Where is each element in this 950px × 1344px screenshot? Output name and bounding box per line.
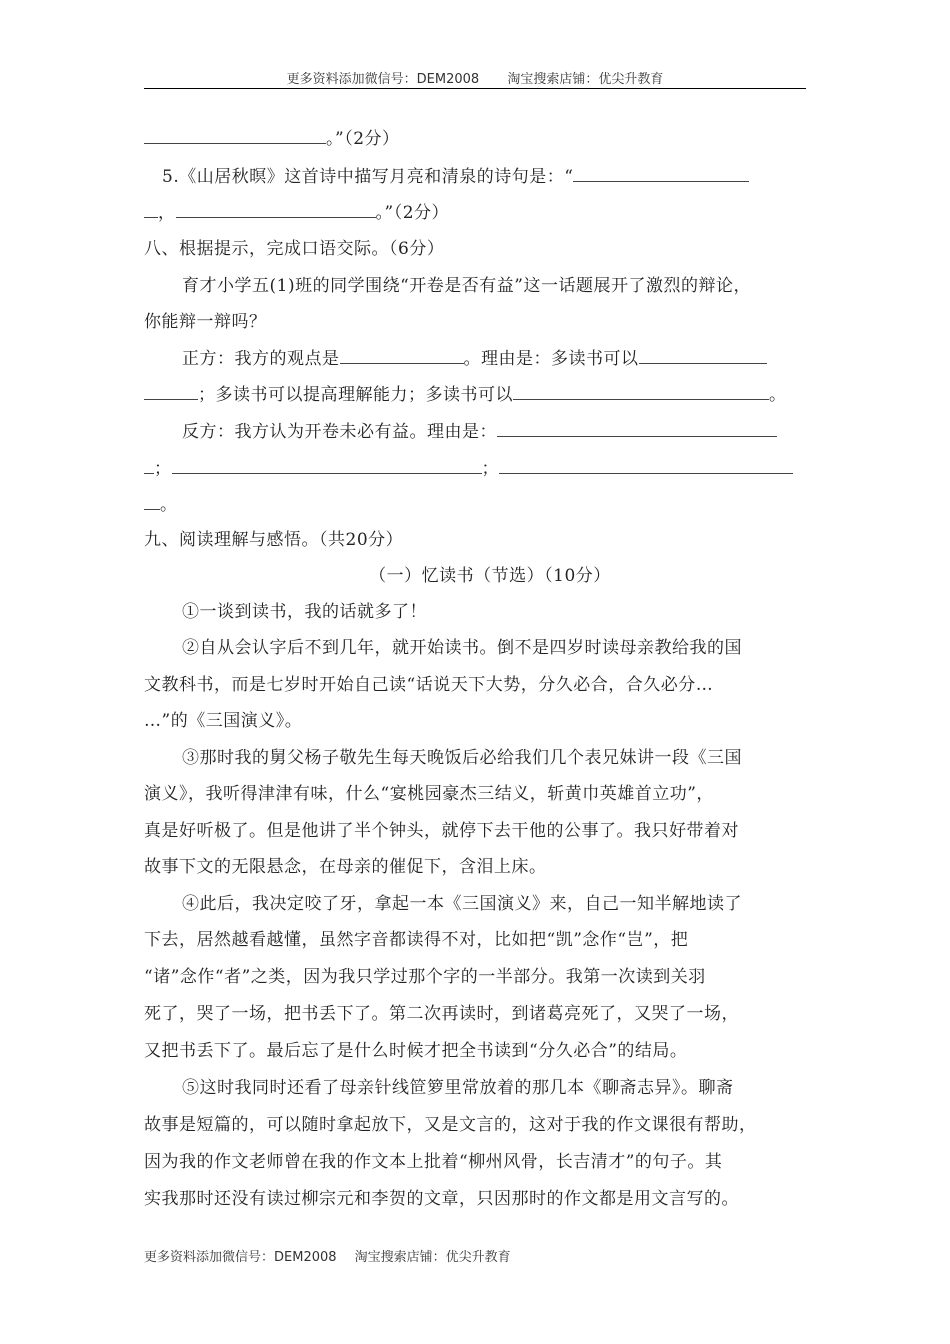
reading-title: （一）忆读书（节选）（10分） [369, 566, 611, 586]
paragraph-5-line: 实我那时还没有读过柳宗元和李贺的文章，只因那时的作文都是用文言写的。 [144, 1189, 739, 1209]
answer-blank[interactable] [172, 456, 482, 474]
answer-blank[interactable] [573, 164, 749, 182]
paragraph-5-line: 因为我的作文老师曾在我的作文本上批着“柳州风骨，长吉清才”的句子。其 [144, 1152, 723, 1172]
paragraph-4-line: 下去，居然越看越懂，虽然字音都读得不对，比如把“凯”念作“岂”，把 [144, 930, 689, 950]
pro-side-line-1: 正方：我方的观点是 。理由是：多读书可以 [182, 346, 844, 371]
question-5: 5.《山居秋暝》这首诗中描写月亮和清泉的诗句是：“ [162, 164, 824, 189]
paragraph-1: ①一谈到读书，我的话就多了！ [182, 602, 427, 622]
answer-blank[interactable] [144, 382, 198, 400]
paragraph-3-line: 故事下文的无限悬念，在母亲的催促下，含泪上床。 [144, 857, 547, 877]
answer-blank[interactable] [497, 419, 777, 437]
question-5-answer-line: ， 。”（2分） [144, 200, 806, 225]
answer-blank[interactable] [513, 382, 769, 400]
footer-wechat: 更多资料添加微信号：DEM2008 [144, 1250, 337, 1265]
paragraph-4-line: “诸”念作“者”之类，因为我只学过那个字的一半部分。我第一次读到关羽 [144, 967, 706, 987]
paragraph-3: ③那时我的舅父杨子敬先生每天晚饭后必给我们几个表兄妹讲一段《三国 [182, 748, 742, 768]
page-footer [144, 1246, 525, 1265]
answer-blank[interactable] [176, 200, 376, 218]
paragraph-3-line: 真是好听极了。但是他讲了半个钟头，就停下去干他的公事了。我只好带着对 [144, 821, 739, 841]
paragraph-4-line: 死了，哭了一场，把书丢下了。第二次再读时，到诸葛亮死了，又哭了一场， [144, 1004, 739, 1024]
answer-blank[interactable] [499, 456, 793, 474]
section-9-title: 九、阅读理解与感悟。（共20分） [144, 530, 404, 550]
section-8-intro: 育才小学五(1)班的同学围绕“开卷是否有益”这一话题展开了激烈的辩论， [182, 276, 751, 296]
con-side-line-2: ； ； [144, 456, 806, 481]
paragraph-4-line: 又把书丢下了。最后忘了是什么时候才把全书读到“分久必合”的结局。 [144, 1041, 688, 1061]
footer-shop: 淘宝搜索店铺：优尖升教育 [354, 1250, 511, 1265]
answer-blank[interactable] [639, 346, 767, 364]
section-8-intro-cont: 你能辩一辩吗？ [144, 312, 267, 332]
answer-blank[interactable] [144, 200, 158, 218]
header-shop: 淘宝搜索店铺：优尖升教育 [507, 72, 664, 87]
con-side-line-1: 反方：我方认为开卷未必有益。理由是： [182, 419, 844, 444]
paragraph-5: ⑤这时我同时还看了母亲针线笸箩里常放着的那几本《聊斋志异》。聊斋 [182, 1078, 734, 1098]
answer-blank[interactable] [144, 456, 154, 474]
paragraph-5-line: 故事是短篇的，可以随时拿起放下，又是文言的，这对于我的作文课很有帮助， [144, 1115, 757, 1135]
answer-blank[interactable] [144, 126, 326, 144]
paragraph-2-line: 文教科书，而是七岁时开始自己读“话说天下大势，分久必合，合久必分… [144, 675, 714, 695]
section-8-title: 八、根据提示，完成口语交际。（6分） [144, 239, 445, 259]
paragraph-2: ②自从会认字后不到几年，就开始读书。倒不是四岁时读母亲教给我的国 [182, 638, 742, 658]
pro-side-line-2: ；多读书可以提高理解能力；多读书可以 。 [144, 382, 806, 407]
paragraph-2-line: …”的《三国演义》。 [144, 711, 303, 731]
paragraph-4: ④此后，我决定咬了牙，拿起一本《三国演义》来，自己一知半解地读了 [182, 894, 742, 914]
page-header [144, 68, 806, 89]
con-side-line-3: 。 [144, 492, 806, 517]
header-wechat: 更多资料添加微信号：DEM2008 [286, 72, 480, 87]
answer-blank[interactable] [144, 492, 160, 510]
answer-line-continuation: 。”（2分） [144, 126, 806, 151]
answer-blank[interactable] [340, 346, 464, 364]
paragraph-3-line: 演义》，我听得津津有味，什么“宴桃园豪杰三结义，斩黄巾英雄首立功”， [144, 784, 714, 804]
